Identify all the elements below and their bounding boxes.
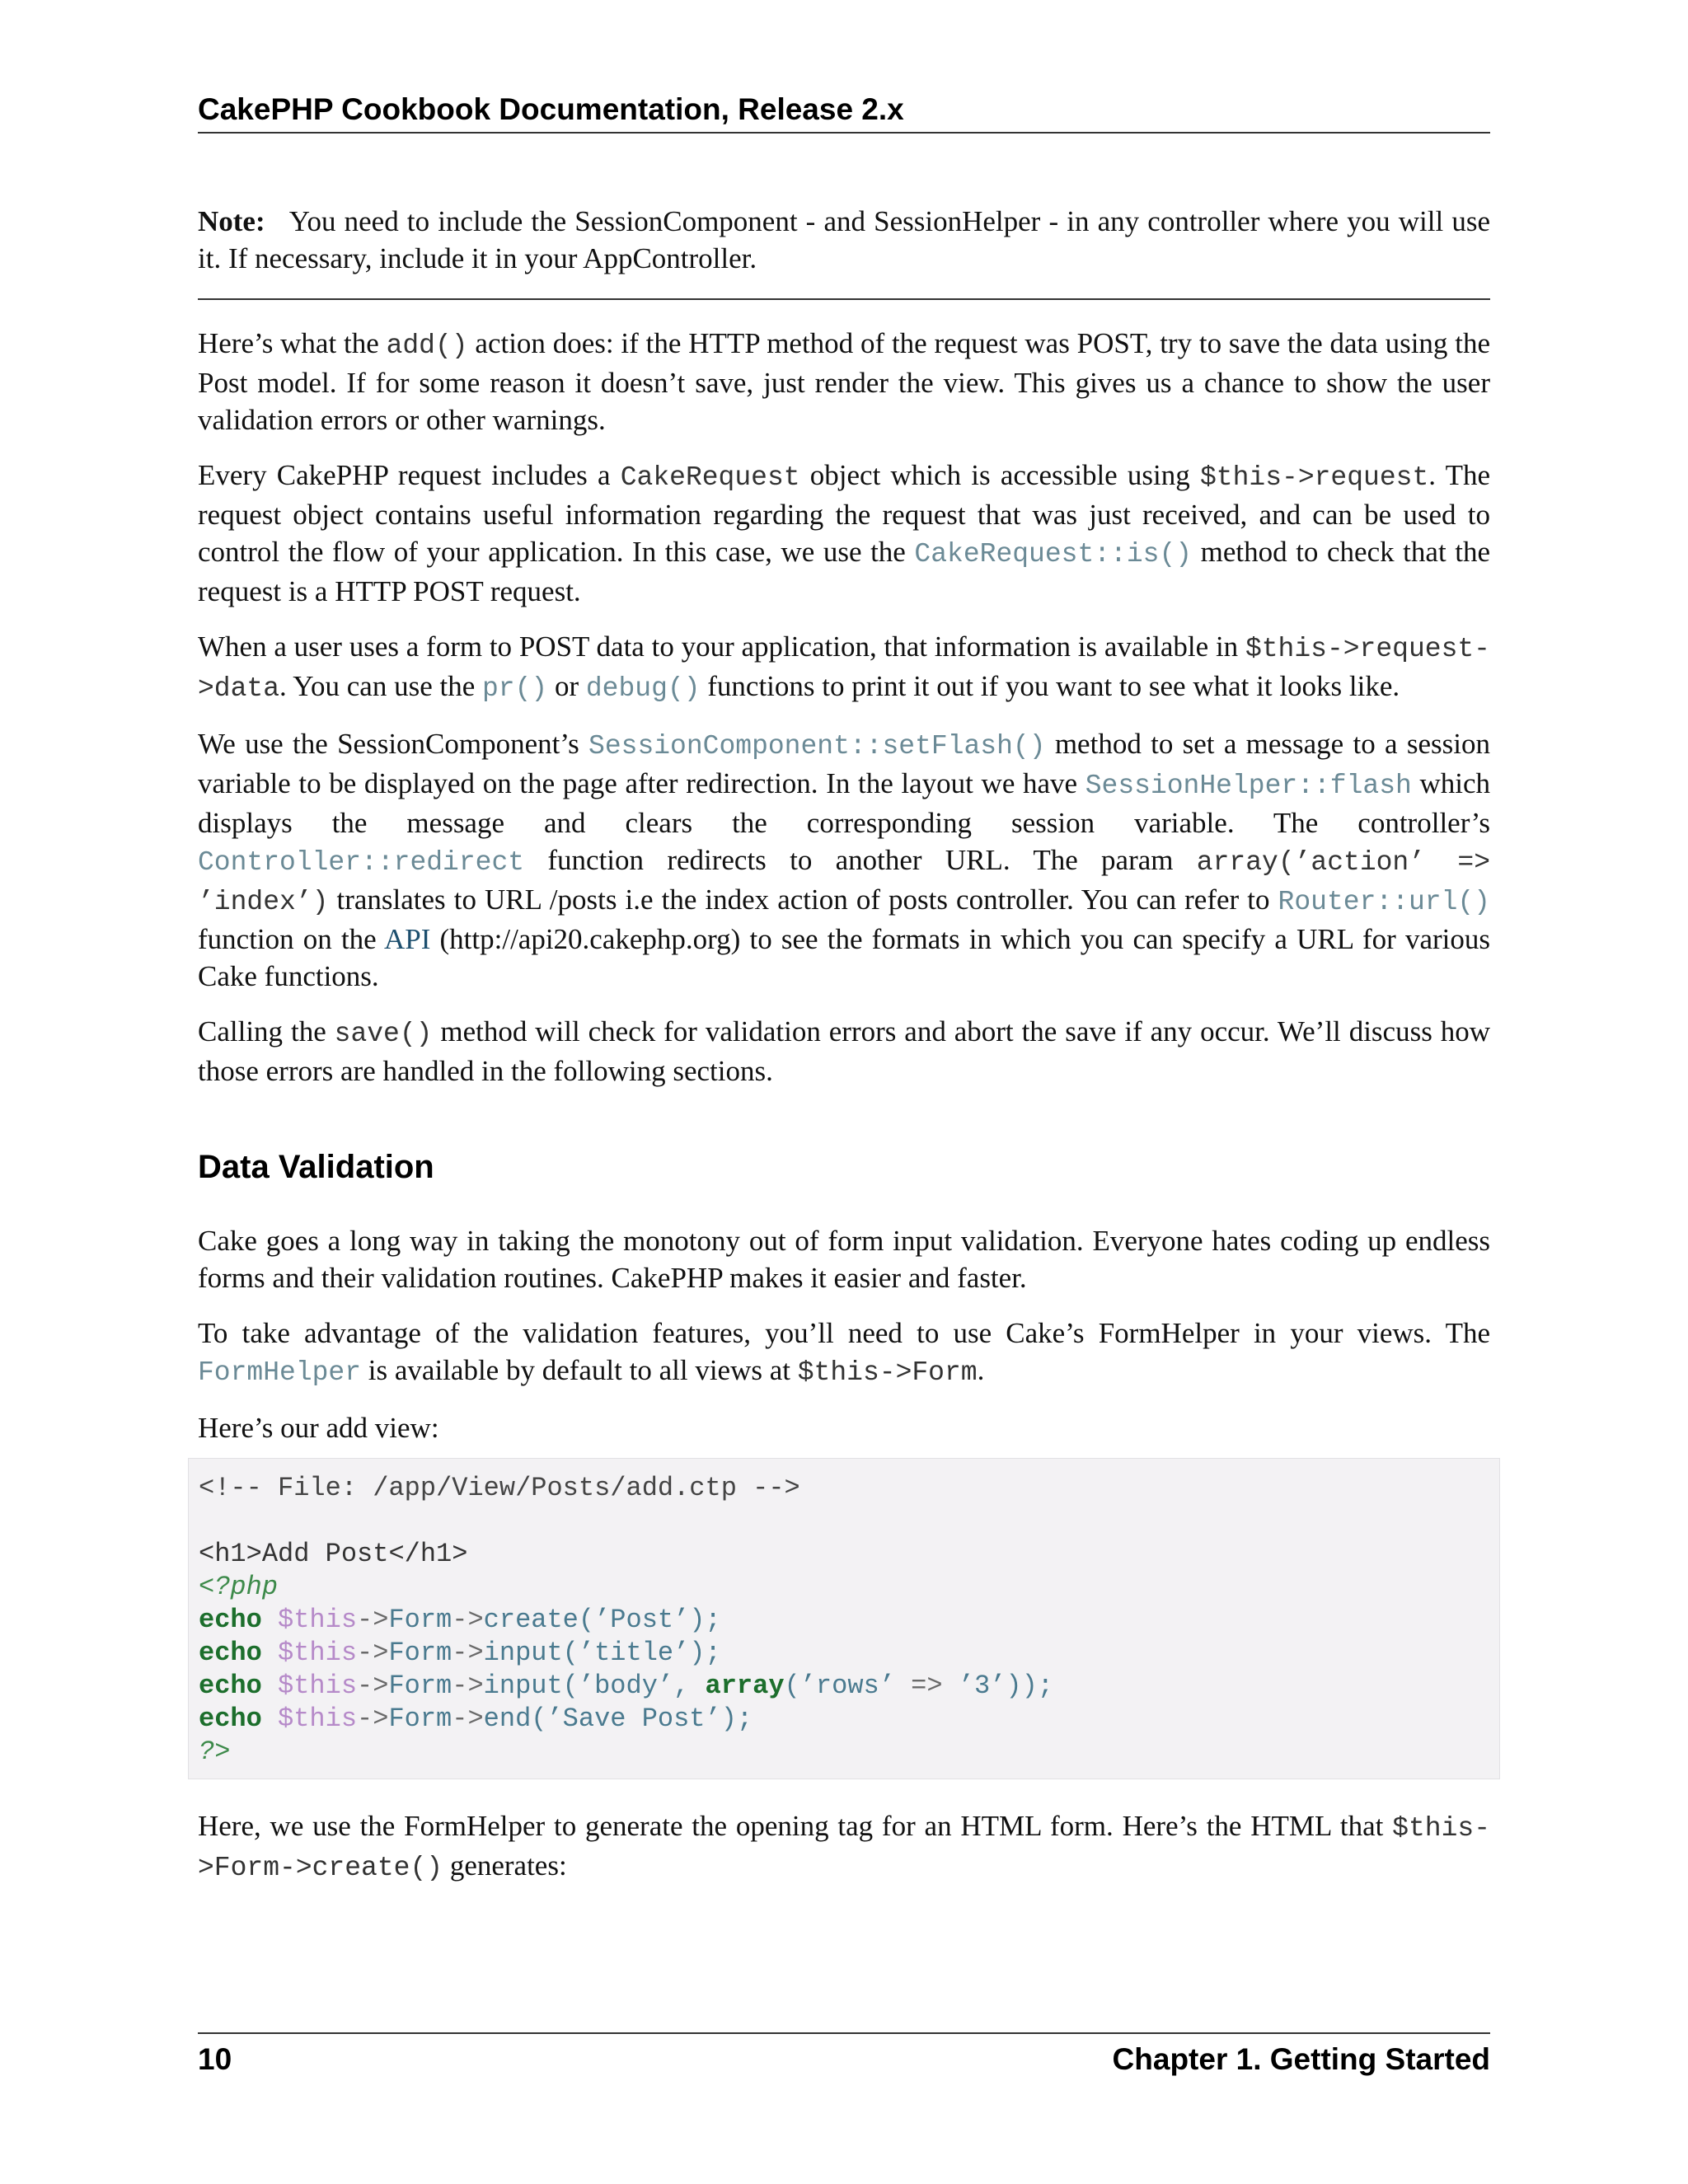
inline-code: add() — [386, 330, 468, 361]
xref-link-controller-redirect[interactable]: Controller::redirect — [198, 847, 525, 878]
paragraph-post-data: When a user uses a form to POST data to your application, that information is available in $this->request->data. You can use the pr() or debug() functions to print it out if you want to see what it looks like. — [198, 630, 1490, 704]
xref-link-debug[interactable]: debug() — [585, 673, 701, 704]
paragraph-validation-intro: Cake goes a long way in taking the monotony out of form input validation. Everyone hates coding up endless forms and their validation routines. CakePHP makes it easier and faster. — [198, 1225, 1490, 1294]
api-link[interactable]: API — [383, 923, 431, 955]
xref-link-sessionhelper-flash[interactable]: SessionHelper::flash — [1085, 771, 1412, 801]
inline-code: $this->request->data — [198, 634, 1490, 704]
xref-link-pr[interactable]: pr() — [482, 673, 548, 704]
paragraph-form-create: Here, we use the FormHelper to generate the opening tag for an HTML form. Here’s the HTML that $this->Form->create() generates: — [198, 1810, 1490, 1883]
xref-link-cakerequest-is[interactable]: CakeRequest::is() — [914, 539, 1193, 569]
xref-link-formhelper[interactable]: FormHelper — [198, 1357, 362, 1388]
footer-rule — [198, 2032, 1490, 2034]
inline-code: array(’action’ => ’index’) — [198, 847, 1491, 917]
paragraph-add-action: Here’s what the add() action does: if the HTTP method of the request was POST, try to save the data using the Post model. If for some reason it doesn’t save, just render the view. This gives us a chance to show the user validation errors or other warnings. — [198, 327, 1491, 436]
paragraph-add-view: Here’s our add view: — [198, 1412, 439, 1444]
inline-code: CakeRequest — [620, 462, 800, 493]
paragraph-formhelper: To take advantage of the validation features, you’ll need to use Cake’s FormHelper in your views. The FormHelper is available by default to all views at $this->Form. — [198, 1317, 1490, 1388]
running-header: CakePHP Cookbook Documentation, Release 2.x — [198, 92, 904, 126]
chapter-title: Chapter 1. Getting Started — [1112, 2042, 1490, 2076]
note-rule — [198, 298, 1490, 300]
code-block-add-view[interactable]: <!-- File: /app/View/Posts/add.ctp --> <h1>Add Post</h1> <?php echo $this->Form->create(’Post’); echo $this->Form->input(’title’); echo $this->Form->input(’body’, array(’rows’ => ’3’)); echo $this->Form->end(’Save Post’); ?> — [188, 1458, 1500, 1779]
inline-code: $this->Form — [797, 1357, 978, 1388]
paragraph-session-flash: We use the SessionComponent’s SessionComponent::setFlash() method to set a message to a session variable to be displayed on the page after redirection. In the layout we have SessionHelper::flash which displays the message and clears the corresponding session variable. The controller’s Controller::redirect function redirects to another URL. The param array(’action’ => ’index’) translates to URL /posts i.e the index action of posts controller. You can refer to Router::url() function on the API (http://api20.cakephp.org) to see the formats in which you can specify a URL for various Cake functions. — [198, 728, 1491, 992]
page-number: 10 — [198, 2042, 232, 2076]
header-rule — [198, 132, 1490, 134]
note-admonition — [198, 198, 1490, 300]
inline-code: $this->Form->create() — [198, 1813, 1490, 1883]
xref-link-setflash[interactable]: SessionComponent::setFlash() — [588, 731, 1046, 762]
paragraph-save-method: Calling the save() method will check for validation errors and abort the save if any occur. We’ll discuss how those errors are handled in the following sections. — [198, 1015, 1491, 1087]
xref-link-router-url[interactable]: Router::url() — [1278, 887, 1490, 917]
note-text: You need to include the SessionComponent - and SessionHelper - in any controller where you will use it. If necessary, include it in your AppController. — [198, 205, 1490, 274]
page-content — [198, 198, 1490, 1905]
running-footer — [198, 2042, 1490, 2077]
note-label: Note: — [198, 205, 265, 237]
inline-code: save() — [334, 1019, 433, 1049]
section-heading-data-validation: Data Validation — [198, 1149, 434, 1185]
inline-code: $this->request — [1200, 462, 1429, 493]
paragraph-cakerequest: Every CakePHP request includes a CakeRequest object which is accessible using $this->request. The request object contains useful information regarding the request that was just received, and can be used to control the flow of your application. In this case, we use the CakeRequest::is() method to check that the request is a HTTP POST request. — [198, 459, 1490, 607]
